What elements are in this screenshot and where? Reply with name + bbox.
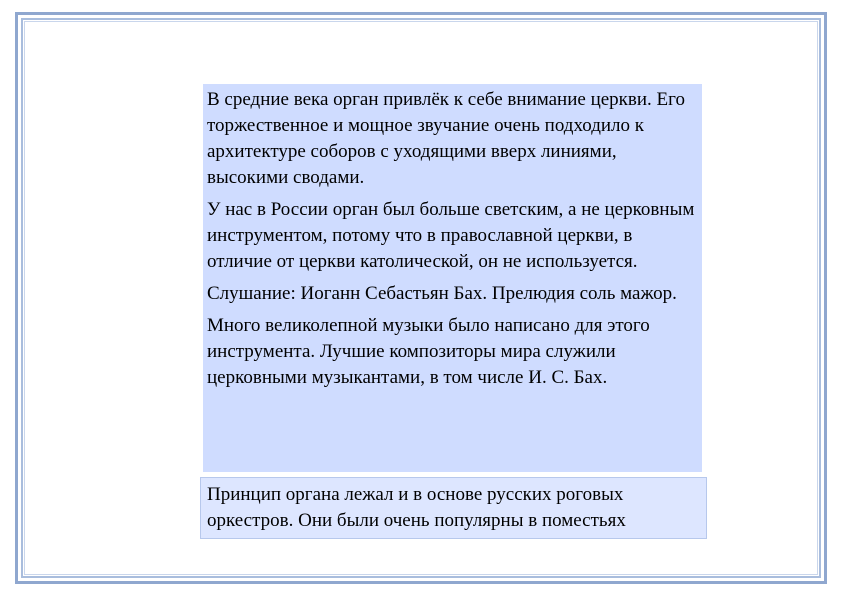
- second-text-box: [200, 477, 707, 539]
- paragraph-horn-orchestras: Принцип органа лежал и в основе русских роговых оркестров. Они были очень популярны в поместьях: [207, 484, 626, 531]
- paragraph-bach: Много великолепной музыки было написано для этого инструмента. Лучшие композиторы мира служили церковными музыкантами, в том числе И. С. Бах.: [207, 315, 650, 388]
- paragraph-listening: Слушание: Иоганн Себастьян Бах. Прелюдия соль мажор.: [207, 283, 677, 304]
- paragraph-organ-russia: У нас в России орган был больше светским, а не церковным инструментом, потому что в православной церкви, в отличие от церкви католической, он не используется.: [207, 199, 695, 272]
- main-text-box: [203, 84, 702, 472]
- paragraph-organ-church: В средние века орган привлёк к себе внимание церкви. Его торжественное и мощное звучание очень подходило к архитектуре соборов с уходящими вверх линиями, высокими сводами.: [207, 89, 685, 188]
